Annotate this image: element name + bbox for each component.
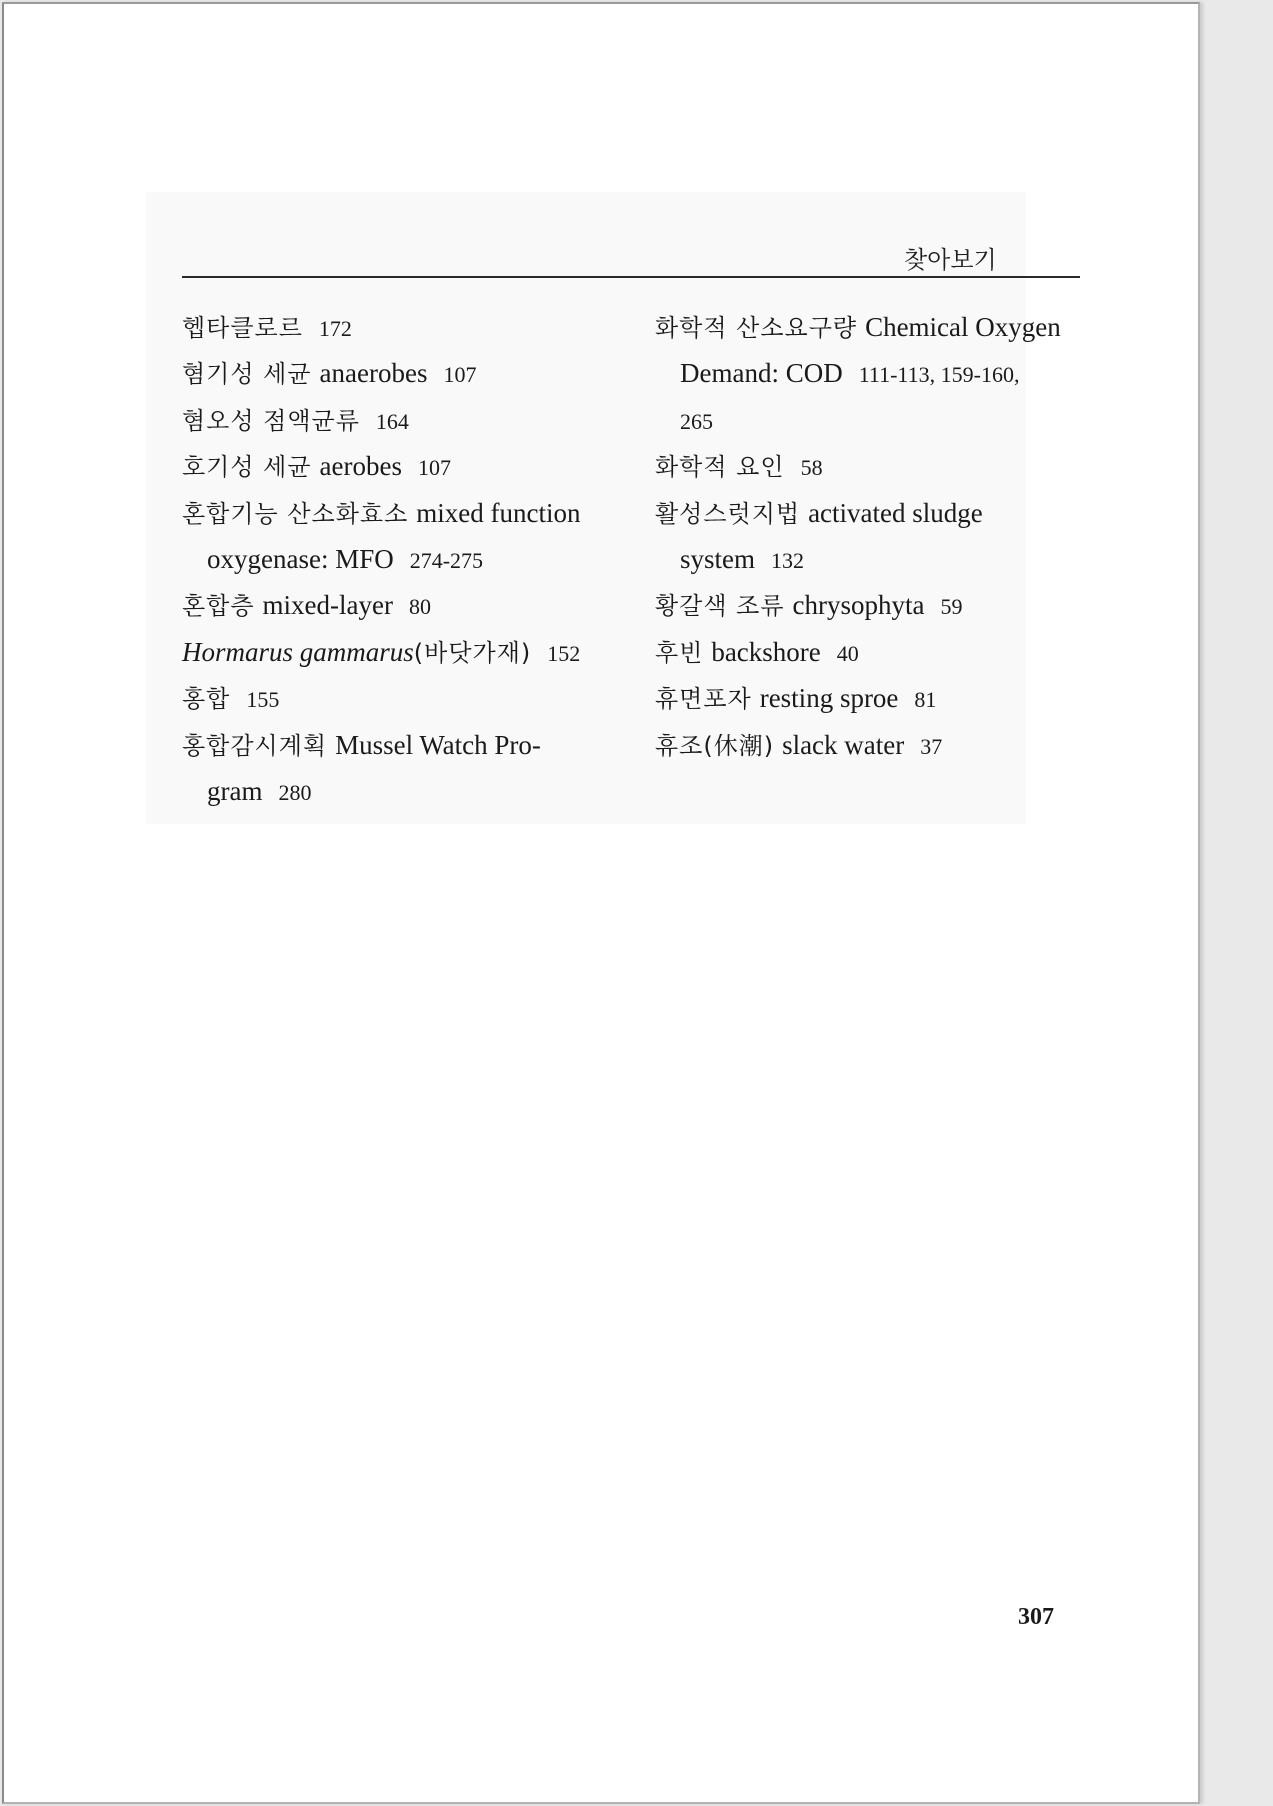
entry-korean-term: 황갈색 조류 (655, 592, 785, 621)
entry-page-ref: 81 (914, 687, 937, 713)
entry-page-ref: 107 (417, 455, 451, 481)
entry-page-ref: 164 (375, 408, 409, 434)
index-entry (182, 351, 642, 397)
index-entry (182, 723, 642, 816)
entry-continuation (182, 769, 642, 815)
entry-english-term: chrysophyta (792, 590, 925, 621)
entry-page-ref: 132 (771, 548, 805, 574)
entry-continuation (655, 351, 1085, 397)
entry-page-ref: 59 (940, 594, 963, 620)
entry-page-ref: 40 (836, 640, 859, 666)
document-page (2, 2, 1200, 1804)
entry-page-ref: 152 (547, 640, 581, 666)
index-column-left (182, 305, 642, 815)
entry-korean-term: 홍합감시계획 (182, 731, 328, 760)
entry-latin-term: Hormarus gammarus (182, 636, 414, 667)
entry-page-ref: 172 (318, 316, 352, 341)
index-entry (182, 583, 642, 629)
entry-english-term: anaerobes (319, 358, 428, 389)
entry-page-ref: 37 (920, 733, 943, 759)
entry-page-ref: 274-275 (409, 548, 484, 574)
index-entry (655, 583, 1085, 629)
entry-continuation-text: Demand: COD (680, 358, 843, 389)
entry-continuation (182, 537, 642, 583)
entry-page-ref: 58 (800, 455, 823, 481)
index-entry (655, 491, 1085, 584)
entry-english-term: Mussel Watch Pro- (335, 729, 541, 760)
index-entry (655, 444, 1085, 490)
entry-korean-term: 활성스럿지법 (655, 499, 801, 528)
index-entry (182, 398, 642, 444)
entry-korean-term: 휴조(休潮) (655, 731, 775, 760)
entry-page-ref: 111-113, 159-160, (858, 362, 1020, 388)
entry-korean-term: 혐오성 점액균류 (182, 406, 360, 435)
entry-page-ref: 80 (408, 594, 431, 620)
entry-korean-term: 혐기성 세균 (182, 360, 312, 389)
entry-page-ref: 280 (278, 780, 312, 806)
index-entry (182, 491, 642, 584)
entry-continuation (655, 537, 1085, 583)
index-entry (182, 444, 642, 490)
entry-korean-term: 홍합 (182, 685, 231, 714)
index-column-right (655, 305, 1085, 769)
entry-korean-term: 혼합층 (182, 592, 255, 621)
index-entry (655, 630, 1085, 676)
index-entry (655, 305, 1085, 444)
entry-page-ref: 265 (680, 408, 713, 434)
entry-continuation-text: gram (207, 776, 263, 807)
index-entry (655, 723, 1085, 769)
entry-page-ref: 107 (443, 362, 477, 388)
entry-korean-term: 휴면포자 (655, 685, 752, 714)
entry-page-ref: 155 (246, 687, 280, 713)
entry-korean-term: 화학적 요인 (655, 453, 785, 482)
entry-english-term: mixed function (416, 497, 581, 528)
index-entry (655, 676, 1085, 722)
entry-continuation (655, 398, 1085, 444)
entry-korean-term: 호기성 세균 (182, 453, 312, 482)
entry-english-term: Chemical Oxygen (865, 312, 1061, 342)
running-header-title: 찾아보기 (904, 246, 997, 274)
entry-korean-term: 후빈 (655, 638, 704, 667)
entry-continuation-text: oxygenase: MFO (207, 544, 394, 575)
entry-korean-term: 혼합기능 산소화효소 (182, 499, 409, 528)
entry-continuation-text: system (680, 544, 756, 575)
entry-korean-term: 화학적 산소요구량 (655, 314, 858, 342)
entry-english-term: aerobes (319, 451, 402, 482)
entry-english-term: mixed-layer (262, 590, 393, 621)
index-entry (182, 630, 642, 676)
header-rule (182, 276, 1080, 278)
entry-english-term: backshore (711, 636, 821, 667)
entry-english-term: slack water (782, 729, 905, 760)
page-number: 307 (1018, 1604, 1054, 1630)
index-entry (182, 305, 642, 351)
entry-english-term: activated sludge (808, 497, 983, 528)
index-entry (182, 676, 642, 722)
entry-english-term: resting sproe (759, 683, 899, 714)
entry-korean-term: 헵타클로르 (182, 314, 303, 342)
entry-korean-term: (바닷가재) (413, 638, 532, 667)
